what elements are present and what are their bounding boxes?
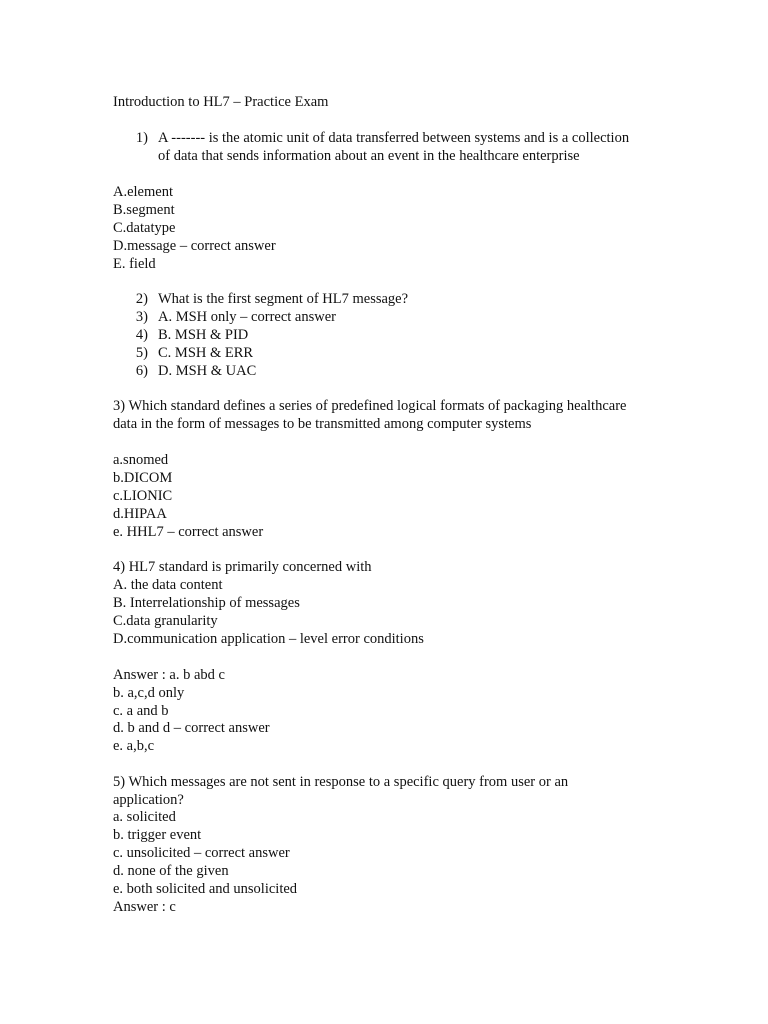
question-2-option: C. MSH & ERR [158, 345, 254, 361]
question-1-option: D.message – correct answer [113, 238, 276, 254]
question-4-option: C.data granularity [113, 613, 218, 629]
question-2-option: D. MSH & UAC [158, 363, 257, 379]
question-4-option: B. Interrelationship of messages [113, 595, 300, 611]
question-4-answer-choice: Answer : a. b abd c [113, 667, 225, 683]
question-5-text-line2: application? [113, 792, 184, 808]
question-5-option: d. none of the given [113, 863, 229, 879]
list-number: 4) [135, 327, 148, 343]
question-3-option: d.HIPAA [113, 506, 167, 522]
question-5-answer: Answer : c [113, 899, 176, 915]
list-number: 5) [135, 345, 148, 361]
question-3-option: e. HHL7 – correct answer [113, 524, 264, 540]
question-1-text-line1: A ------- is the atomic unit of data transferred between systems and is a collection [158, 130, 630, 146]
question-5-text-line1: 5) Which messages are not sent in response to a specific query from user or an [113, 774, 569, 790]
question-3-option: a.snomed [113, 452, 169, 468]
question-1-option: E. field [113, 256, 156, 272]
question-2-option: B. MSH & PID [158, 327, 249, 343]
list-number: 3) [135, 309, 148, 325]
question-3-option: c.LIONIC [113, 488, 173, 504]
question-5-option: e. both solicited and unsolicited [113, 881, 298, 897]
question-3-option: b.DICOM [113, 470, 173, 486]
question-5-option: c. unsolicited – correct answer [113, 845, 290, 861]
question-2-option: A. MSH only – correct answer [158, 309, 336, 325]
question-3-text-line1: 3) Which standard defines a series of predefined logical formats of packaging healthcare [113, 398, 627, 414]
question-5-option: a. solicited [113, 809, 176, 825]
question-4-answer-choice: c. a and b [113, 703, 169, 719]
question-4-answer-choice: e. a,b,c [113, 738, 155, 754]
question-1-option: A.element [113, 184, 173, 200]
question-1-text-line2: of data that sends information about an event in the healthcare enterprise [158, 148, 580, 164]
question-1-option: B.segment [113, 202, 175, 218]
question-5-option: b. trigger event [113, 827, 202, 843]
question-4-answer-choice: b. a,c,d only [113, 685, 185, 701]
question-3-text-line2: data in the form of messages to be transmitted among computer systems [113, 416, 532, 432]
question-4-answer-choice: d. b and d – correct answer [113, 720, 270, 736]
question-4-option: A. the data content [113, 577, 223, 593]
question-2-number: 2) [135, 291, 148, 307]
list-number: 6) [135, 363, 148, 379]
page-title: Introduction to HL7 – Practice Exam [113, 94, 329, 110]
question-4-option: D.communication application – level error conditions [113, 631, 424, 647]
question-2-text: What is the first segment of HL7 message? [158, 291, 409, 307]
question-4-text: 4) HL7 standard is primarily concerned with [113, 559, 372, 575]
question-1-option: C.datatype [113, 220, 176, 236]
question-1-number: 1) [135, 130, 148, 146]
